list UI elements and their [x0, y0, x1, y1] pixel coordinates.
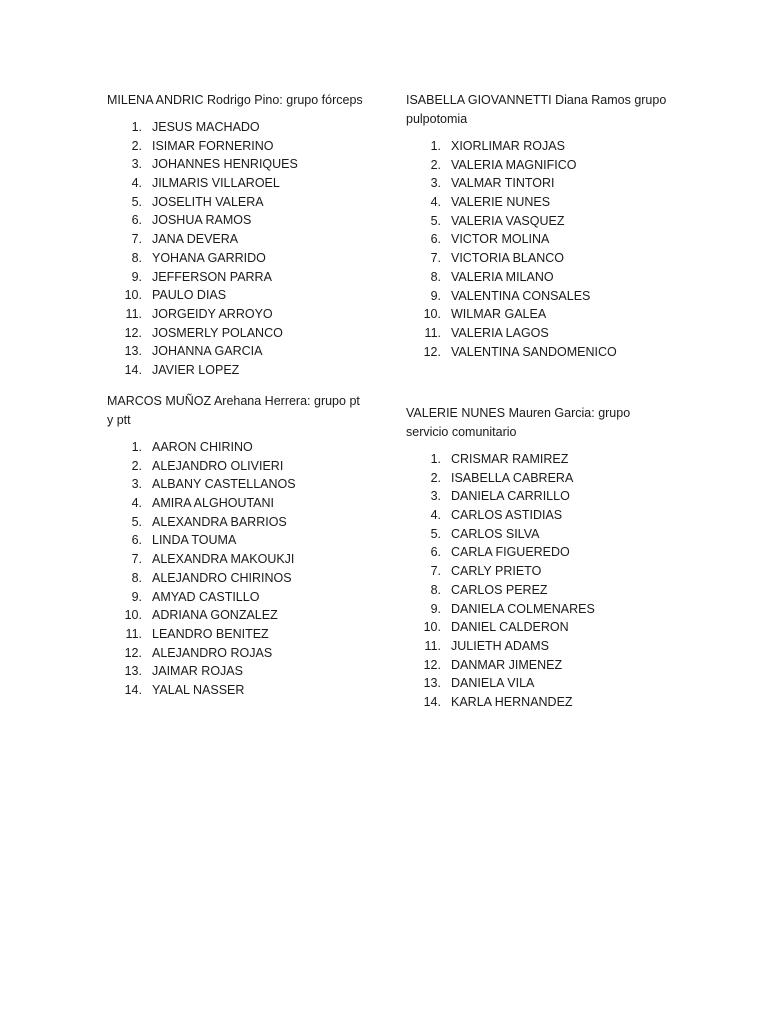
list-item-name: CARLOS SILVA: [451, 526, 540, 541]
member-list: [107, 438, 369, 700]
list-item: [107, 457, 369, 476]
list-item-number: 1.: [131, 120, 142, 134]
list-item-name: JOHANNA GARCIA: [152, 344, 263, 359]
list-item-number: 3.: [131, 157, 142, 172]
list-item: [107, 569, 369, 588]
list-item-number: 7.: [430, 564, 441, 579]
list-item: [406, 656, 668, 675]
list-item: [406, 212, 668, 231]
list-item-name: JOSELITH VALERA: [152, 194, 264, 209]
list-item: [107, 550, 369, 569]
list-item-name: VALERIA MILANO: [451, 269, 554, 284]
list-item-name: VICTOR MOLINA: [451, 232, 550, 247]
list-item: [406, 618, 668, 637]
list-item-name: AMIRA ALGHOUTANI: [152, 496, 275, 511]
list-item-number: 7.: [131, 232, 142, 247]
list-item: [406, 156, 668, 175]
list-item: [107, 305, 369, 324]
list-item-name: CARLA FIGUEREDO: [451, 545, 570, 560]
list-item-number: 6.: [430, 232, 441, 247]
list-item-name: VALERIE NUNES: [451, 195, 551, 210]
list-item-number: 10.: [423, 307, 441, 322]
list-item-name: ALEXANDRA BARRIOS: [152, 514, 287, 529]
list-item-number: 6.: [131, 213, 142, 228]
list-item-name: ALEJANDRO ROJAS: [152, 645, 273, 660]
list-item-name: VALENTINA CONSALES: [451, 288, 591, 303]
list-item-name: VALMAR TINTORI: [451, 176, 555, 191]
list-item-number: 3.: [430, 176, 441, 191]
list-item-name: WILMAR GALEA: [451, 307, 547, 322]
list-item-number: 13.: [124, 344, 142, 359]
list-item-name: DANIELA COLMENARES: [451, 601, 595, 616]
list-item: [406, 230, 668, 249]
list-item-number: 8.: [131, 250, 142, 265]
list-item-number: 2.: [430, 470, 441, 485]
list-item-name: JAIMAR ROJAS: [152, 664, 243, 679]
list-item: [406, 600, 668, 619]
list-item-name: JORGEIDY ARROYO: [152, 306, 273, 321]
list-item: [107, 625, 369, 644]
list-item-name: XIORLIMAR ROJAS: [451, 139, 565, 153]
list-item-number: 9.: [131, 269, 142, 284]
list-item: [406, 137, 668, 156]
list-item: [406, 525, 668, 544]
list-item: [107, 155, 369, 174]
list-item: [406, 581, 668, 600]
list-item-number: 2.: [131, 138, 142, 153]
group-forceps: [107, 91, 369, 380]
list-item-number: 9.: [430, 288, 441, 303]
list-item-name: ADRIANA GONZALEZ: [152, 608, 278, 623]
list-item-number: 14.: [124, 362, 142, 377]
list-item-number: 12.: [423, 344, 441, 359]
list-item: [406, 562, 668, 581]
list-item: [107, 174, 369, 193]
list-item: [107, 475, 369, 494]
list-item-number: 7.: [430, 251, 441, 266]
member-list: [107, 118, 369, 380]
list-item: [406, 287, 668, 306]
list-item-name: JULIETH ADAMS: [451, 638, 549, 653]
list-item-number: 14.: [124, 682, 142, 697]
list-item-name: AARON CHIRINO: [152, 440, 253, 454]
list-item-name: CRISMAR RAMIREZ: [451, 452, 569, 466]
list-item: [406, 487, 668, 506]
list-item-number: 8.: [430, 582, 441, 597]
list-item-name: LINDA TOUMA: [152, 533, 237, 548]
list-item: [107, 606, 369, 625]
list-item-number: 12.: [124, 645, 142, 660]
list-item-name: VALERIA LAGOS: [451, 325, 549, 340]
list-item-name: JOSMERLY POLANCO: [152, 325, 283, 340]
list-item: [406, 469, 668, 488]
list-item-name: VICTORIA BLANCO: [451, 251, 564, 266]
list-item: [107, 494, 369, 513]
list-item-number: 1.: [131, 440, 142, 454]
list-item-number: 6.: [131, 533, 142, 548]
list-item-name: DANIELA VILA: [451, 676, 535, 691]
list-item: [406, 543, 668, 562]
list-item-name: AMYAD CASTILLO: [152, 589, 260, 604]
list-item-number: 4.: [131, 176, 142, 191]
list-item-number: 8.: [430, 269, 441, 284]
list-item: [107, 531, 369, 550]
list-item-name: ALBANY CASTELLANOS: [152, 477, 296, 492]
list-item-name: PAULO DIAS: [152, 288, 227, 303]
list-item: [107, 324, 369, 343]
list-item-name: ALEJANDRO CHIRINOS: [152, 570, 292, 585]
group-servicio-comunitario: [406, 404, 668, 712]
list-item-name: JOHANNES HENRIQUES: [152, 157, 298, 172]
list-item: [406, 450, 668, 469]
group-heading: VALERIE NUNES Mauren Garcia: grupo servicio comunitario: [406, 406, 631, 439]
list-item-name: YOHANA GARRIDO: [152, 250, 266, 265]
list-item: [406, 324, 668, 343]
list-item-number: 10.: [124, 288, 142, 303]
list-item-number: 12.: [423, 657, 441, 672]
list-item-number: 10.: [423, 620, 441, 635]
list-item-number: 13.: [124, 664, 142, 679]
list-item-name: JAVIER LOPEZ: [152, 362, 240, 377]
list-item: [107, 118, 369, 137]
list-item-name: JILMARIS VILLAROEL: [152, 176, 280, 191]
list-item: [107, 249, 369, 268]
list-item-number: 11.: [125, 306, 142, 321]
list-item-name: CARLOS ASTIDIAS: [451, 508, 563, 523]
member-list: [406, 450, 668, 712]
list-item-number: 14.: [423, 694, 441, 709]
list-item: [406, 637, 668, 656]
list-item-number: 11.: [424, 638, 441, 653]
list-item-name: ISIMAR FORNERINO: [152, 138, 274, 153]
list-item-number: 5.: [430, 526, 441, 541]
list-item: [406, 174, 668, 193]
list-item-number: 13.: [423, 676, 441, 691]
list-item: [107, 361, 369, 380]
group-heading: MARCOS MUÑOZ Arehana Herrera: grupo pt y ptt: [107, 394, 360, 427]
list-item-number: 11.: [424, 325, 441, 340]
list-item: [107, 513, 369, 532]
list-item: [406, 268, 668, 287]
list-item: [107, 681, 369, 700]
list-item: [107, 438, 369, 457]
list-item-number: 2.: [430, 157, 441, 172]
list-item: [107, 342, 369, 361]
list-item-name: JOSHUA RAMOS: [152, 213, 252, 228]
list-item-number: 5.: [131, 514, 142, 529]
list-item-number: 5.: [430, 213, 441, 228]
list-item-number: 3.: [131, 477, 142, 492]
list-item-number: 1.: [430, 139, 441, 153]
list-item-name: ISABELLA CABRERA: [451, 470, 574, 485]
list-item: [107, 644, 369, 663]
list-item: [107, 588, 369, 607]
list-item-number: 9.: [430, 601, 441, 616]
list-item: [406, 506, 668, 525]
list-item-number: 4.: [430, 508, 441, 523]
list-item-number: 7.: [131, 552, 142, 567]
list-item-number: 4.: [430, 195, 441, 210]
list-item-name: CARLY PRIETO: [451, 564, 542, 579]
list-item: [406, 305, 668, 324]
list-item-number: 10.: [124, 608, 142, 623]
list-item: [406, 674, 668, 693]
list-item-name: VALERIA MAGNIFICO: [451, 157, 577, 172]
list-item-name: VALERIA VASQUEZ: [451, 213, 565, 228]
group-pt-ptt: [107, 392, 369, 700]
list-item-number: 9.: [131, 589, 142, 604]
list-item-number: 1.: [430, 452, 441, 466]
list-item-name: LEANDRO BENITEZ: [152, 626, 269, 641]
list-item-number: 11.: [125, 626, 142, 641]
list-item-name: ALEJANDRO OLIVIERI: [152, 458, 284, 473]
group-pulpotomia: [406, 91, 668, 361]
list-item-number: 2.: [131, 458, 142, 473]
list-item: [406, 693, 668, 712]
list-item-name: JEFFERSON PARRA: [152, 269, 272, 284]
list-item-name: CARLOS PEREZ: [451, 582, 548, 597]
group-heading: ISABELLA GIOVANNETTI Diana Ramos grupo pulpotomia: [406, 93, 667, 126]
list-item-name: JANA DEVERA: [152, 232, 239, 247]
list-item: [406, 193, 668, 212]
list-item-number: 6.: [430, 545, 441, 560]
list-item: [107, 286, 369, 305]
list-item-name: JESUS MACHADO: [152, 120, 260, 134]
list-item: [107, 268, 369, 287]
group-heading: MILENA ANDRIC Rodrigo Pino: grupo fórceps: [107, 93, 363, 107]
list-item-name: YALAL NASSER: [152, 682, 245, 697]
list-item-number: 12.: [124, 325, 142, 340]
list-item-number: 5.: [131, 194, 142, 209]
list-item: [107, 211, 369, 230]
list-item: [406, 249, 668, 268]
list-item-number: 8.: [131, 570, 142, 585]
list-item: [107, 193, 369, 212]
list-item: [107, 662, 369, 681]
list-item-name: DANIEL CALDERON: [451, 620, 569, 635]
list-item: [406, 343, 668, 362]
list-item: [107, 230, 369, 249]
list-item: [107, 137, 369, 156]
member-list: [406, 137, 668, 361]
list-item-number: 3.: [430, 489, 441, 504]
list-item-name: KARLA HERNANDEZ: [451, 694, 573, 709]
list-item-name: DANMAR JIMENEZ: [451, 657, 563, 672]
list-item-name: ALEXANDRA MAKOUKJI: [152, 552, 295, 567]
list-item-name: VALENTINA SANDOMENICO: [451, 344, 617, 359]
list-item-number: 4.: [131, 496, 142, 511]
list-item-name: DANIELA CARRILLO: [451, 489, 570, 504]
